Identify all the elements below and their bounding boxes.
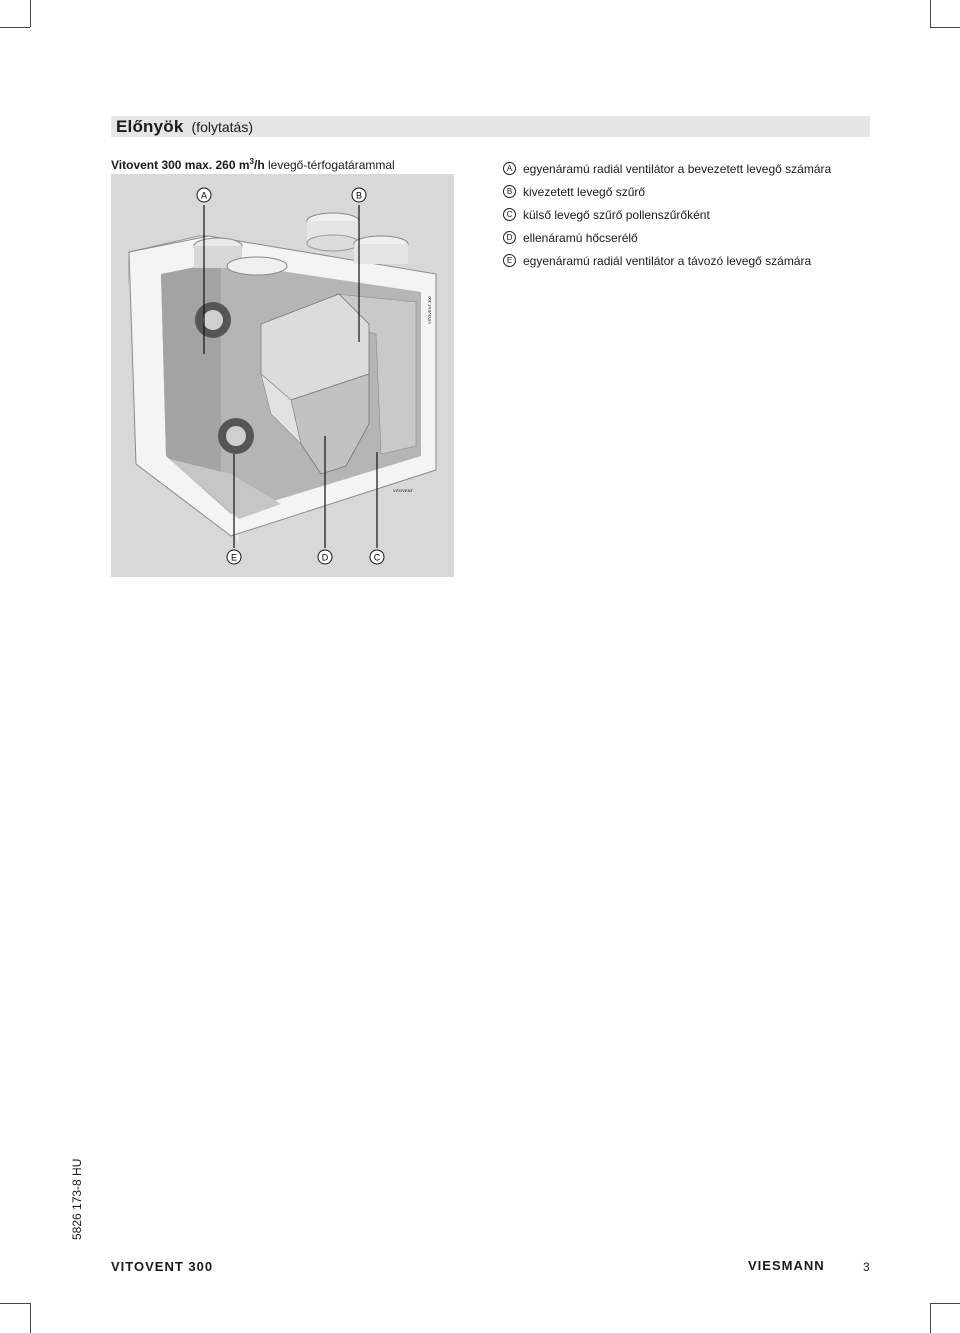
legend-text: ellenáramú hőcserélő xyxy=(523,230,638,245)
device-brand-label: VITOVENT 300 xyxy=(427,296,432,324)
legend-key: B xyxy=(503,185,516,198)
legend-item xyxy=(503,226,831,249)
svg-text:B: B xyxy=(355,190,363,201)
legend-key: C xyxy=(503,208,516,221)
svg-text:C: C xyxy=(373,552,381,563)
crop-mark xyxy=(930,1303,931,1333)
legend-item xyxy=(503,180,831,203)
page-number: 3 xyxy=(863,1260,870,1274)
caption-superscript: 3 xyxy=(249,157,254,166)
device-logo-label: VITOVENT xyxy=(393,488,413,493)
legend-text: egyenáramú radiál ventilátor a bevezetett levegő számára xyxy=(523,161,832,176)
figure-legend xyxy=(503,157,831,272)
legend-key: D xyxy=(503,231,516,244)
crop-mark xyxy=(930,1303,960,1304)
svg-text:A: A xyxy=(200,190,208,201)
crop-mark xyxy=(0,27,30,28)
svg-text:E: E xyxy=(230,552,238,563)
legend-key: A xyxy=(503,162,516,175)
legend-key: E xyxy=(503,254,516,267)
caption-rest: levegő-térfogatárammal xyxy=(264,158,395,172)
product-name: VITOVENT 300 xyxy=(111,1259,214,1274)
legend-item xyxy=(503,157,831,180)
crop-mark xyxy=(930,27,960,28)
figure-caption xyxy=(111,157,395,172)
section-header xyxy=(111,116,870,137)
figure-label-a xyxy=(197,188,211,202)
svg-text:D: D xyxy=(321,552,329,563)
legend-text: egyenáramú radiál ventilátor a távozó levegő számára xyxy=(523,253,812,268)
legend-item xyxy=(503,249,831,272)
figure-label-d xyxy=(318,550,332,564)
crop-mark xyxy=(930,0,931,27)
crop-mark xyxy=(30,1303,31,1333)
caption-product: Vitovent 300 max. 260 m xyxy=(111,158,250,172)
caption-unit: /h xyxy=(253,158,265,172)
crop-mark xyxy=(30,0,31,27)
ventilation-unit-illustration xyxy=(111,174,454,577)
section-title: Előnyök xyxy=(116,116,184,136)
legend-text: külső levegő szűrő pollenszűrőként xyxy=(523,207,710,222)
brand-logo: VIESMANN xyxy=(748,1258,825,1273)
crop-mark xyxy=(0,1303,30,1304)
document-number: 5826 173-8 HU xyxy=(70,1158,84,1240)
legend-text: kivezetett levegő szűrő xyxy=(523,184,646,199)
figure-label-b xyxy=(352,188,366,202)
figure-label-e xyxy=(227,550,241,564)
legend-item xyxy=(503,203,831,226)
figure-label-c xyxy=(370,550,384,564)
section-subtitle: (folytatás) xyxy=(191,118,253,135)
